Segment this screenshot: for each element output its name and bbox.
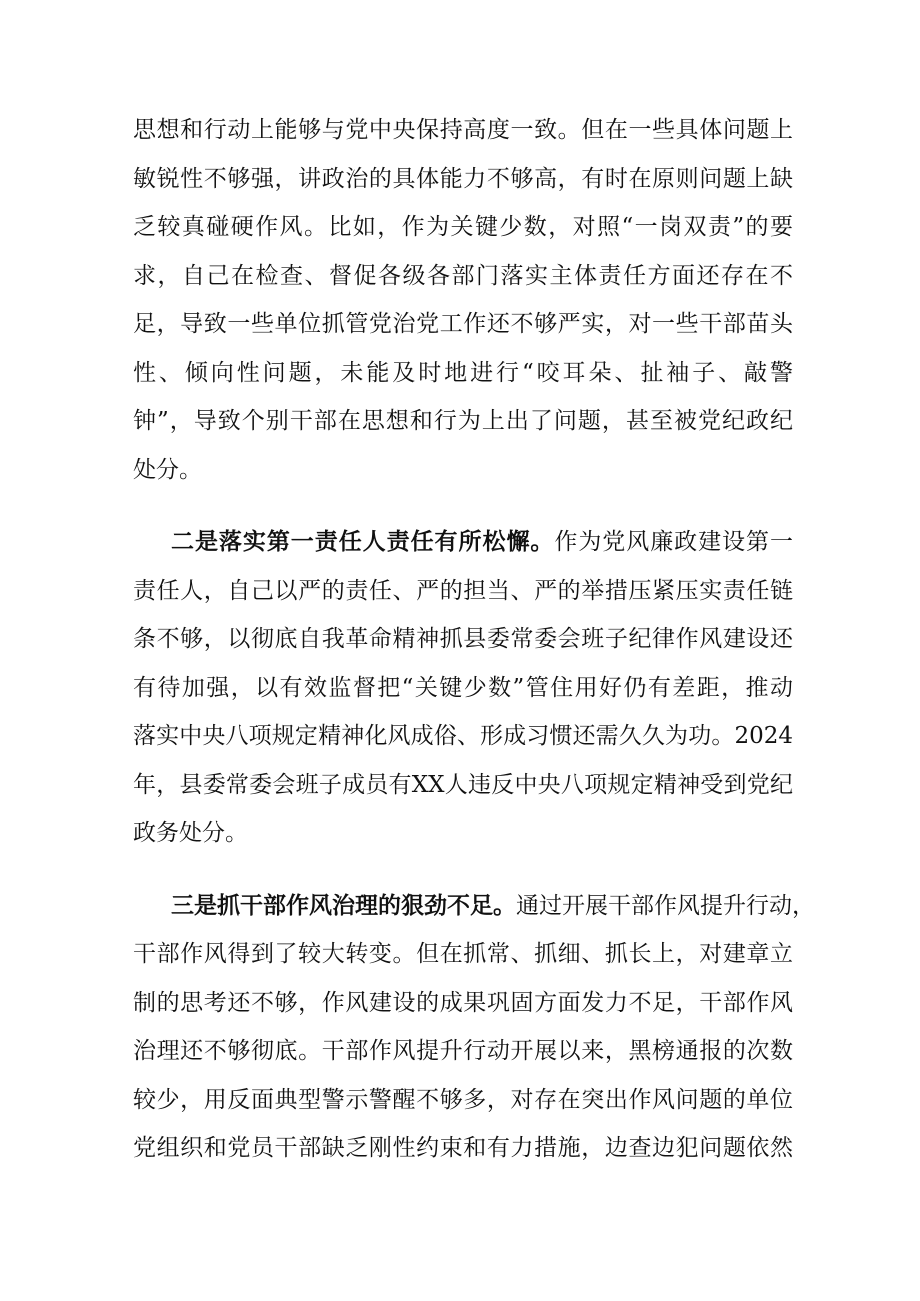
text-line: 性、倾向性问题，未能及时地进行“咬耳朵、扯袖子、敲警 (133, 359, 793, 386)
paragraph-3 (133, 882, 815, 1173)
text-line: 思想和行动上能够与党中央保持高度一致。但在一些具体问题上 (133, 117, 793, 143)
text-line: 求，自己在检查、督促各级各部门落实主体责任方面还存在不 (133, 262, 793, 289)
text-line-with-heading (133, 882, 815, 931)
text-line: 敏锐性不够强，讲政治的具体能力不够高，有时在原则问题上缺 (133, 165, 793, 192)
document-page (133, 106, 815, 1173)
text-line: 条不够，以彻底自我革命精神抓县委常委会班子纪律作风建设还 (133, 626, 793, 652)
text-line: 年，县委常委会班子成员有XX人违反中央八项规定精神受到党纪 (133, 771, 793, 798)
text-line-with-heading (133, 518, 793, 567)
text-line: 责任人，自己以严的责任、严的担当、严的举措压紧压实责任链 (133, 577, 793, 604)
text-line: 干部作风得到了较大转变。但在抓常、抓细、抓长上，对建章立 (133, 941, 793, 967)
text-line: 有待加强，以有效监督把“关键少数”管住用好仍有差距，推动 (133, 674, 793, 701)
paragraph-heading: 二是落实第一责任人责任有所松懈。 (171, 528, 555, 555)
text-line: 治理还不够彻底。干部作风提升行动开展以来，黑榜通报的次数 (133, 1038, 793, 1064)
text-line: 钟”，导致个别干部在思想和行为上出了问题，甚至被党纪政纪 (133, 408, 793, 434)
text-line: 乏较真碰硬作风。比如，作为关键少数，对照“一岗双责”的要 (133, 214, 793, 240)
text-line: 较少，用反面典型警示警醒不够多，对存在突出作风问题的单位 (133, 1086, 793, 1113)
paragraph-2 (133, 518, 793, 858)
text-line: 制的思考还不够，作风建设的成果巩固方面发力不足，干部作风 (133, 989, 793, 1016)
text-run: 通过开展干部作风提升行动， (516, 892, 815, 919)
text-line: 处分。 (133, 456, 202, 483)
text-line: 足，导致一些单位抓管党治党工作还不够严实，对一些干部苗头 (133, 311, 793, 337)
paragraph-1 (133, 106, 793, 494)
text-run: 作为党风廉政建设第一 (554, 529, 794, 555)
paragraph-heading: 三是抓干部作风治理的狠劲不足。 (171, 891, 516, 919)
text-line: 党组织和党员干部缺乏刚性约束和有力措施，边查边犯问题依然 (133, 1135, 793, 1161)
text-line: 政务处分。 (133, 820, 248, 846)
text-line: 落实中央八项规定精神化风成俗、形成习惯还需久久为功。2024 (133, 723, 793, 749)
